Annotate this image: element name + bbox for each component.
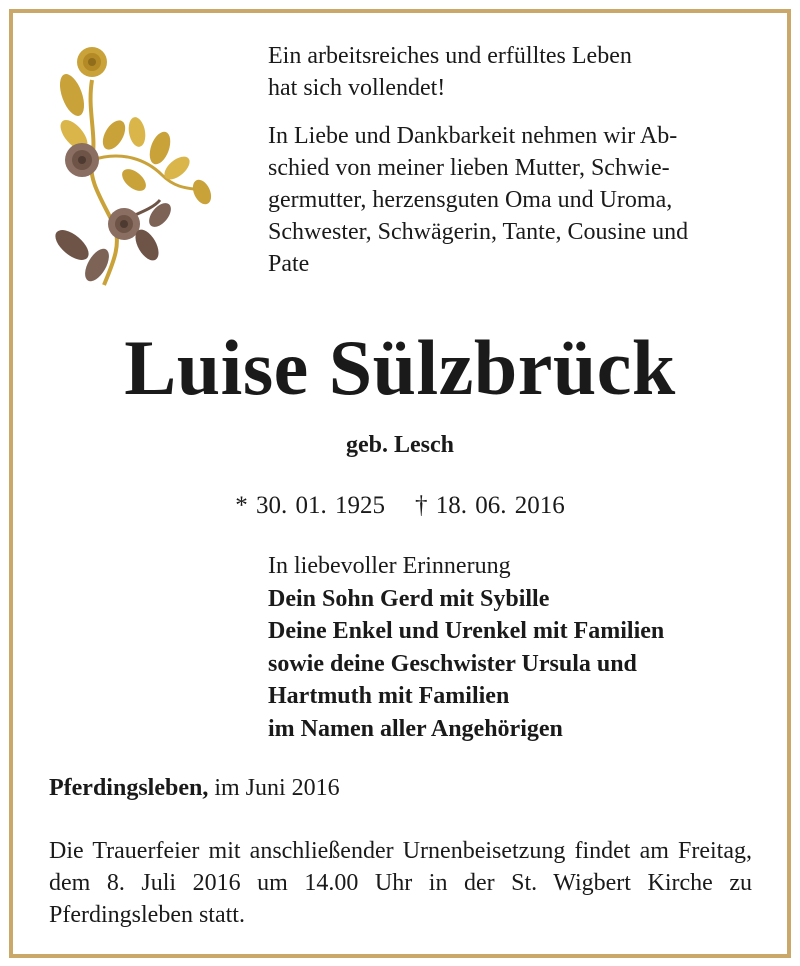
intro-line-1: Ein arbeitsreiches und erfülltes Leben [268,43,632,69]
mourners-list [268,550,768,745]
intro-verse [268,40,758,104]
mourner-line: Hartmuth mit Familien [268,683,510,709]
mourner-line: Deine Enkel und Urenkel mit Familien [268,618,665,644]
place-town: Pferdingsleben, [49,775,209,801]
intro-paragraph: In Liebe und Dankbarkeit nehmen wir Ab- schied von meiner lieben Mutter, Schwie- germutter, herzensguten Oma und Uroma, Schwester, Schwägerin, Tante, Cousine und Pate [268,123,689,277]
roses-illustration [52,40,222,290]
mourner-line: Dein Sohn Gerd mit Sybille [268,585,550,612]
deceased-name: Luise Sülzbrück [124,324,676,411]
life-dates [0,492,800,520]
intro-line-2: hat sich vollendet! [268,75,446,101]
mourners-heading: In liebevoller Erinnerung [268,553,511,579]
intro-text [268,40,758,280]
place-date [49,775,340,802]
death-date: † 18. 06. 2016 [415,492,565,519]
funeral-notice: Die Trauerfeier mit anschließender Urnenbeisetzung findet am Freitag, dem 8. Juli 2016 um 14.00 Uhr in der St. Wigbert Kirche zu Pferdingsleben statt. [49,838,752,928]
place-month: im Juni 2016 [214,775,340,801]
mourner-line: sowie deine Geschwister Ursula und [268,650,637,677]
birth-date: * 30. 01. 1925 [235,492,385,519]
birth-name: geb. Lesch [346,432,454,458]
mourner-line: im Namen aller Angehörigen [268,715,563,742]
